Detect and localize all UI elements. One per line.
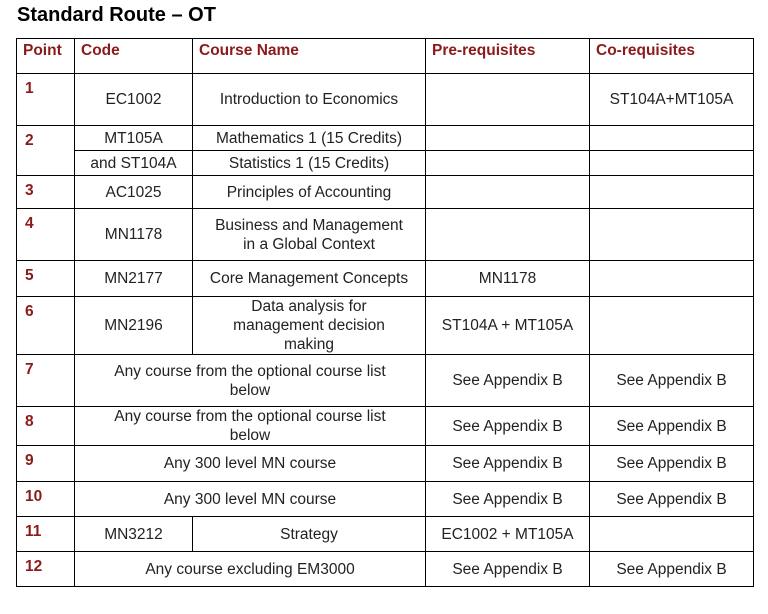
- code-cell: MT105A: [75, 126, 193, 151]
- course-name-cell: [193, 209, 426, 261]
- table-row: [17, 74, 754, 126]
- course-name-cell: Principles of Accounting: [193, 176, 426, 209]
- prereq-cell: See Appendix B: [426, 446, 590, 482]
- document-title: Standard Route – OT: [17, 4, 216, 26]
- prereq-cell: [426, 151, 590, 176]
- prereq-cell: [426, 209, 590, 261]
- course-name-line: making: [284, 336, 334, 353]
- point-cell: 2: [17, 126, 75, 176]
- point-cell: 6: [17, 297, 75, 355]
- code-cell: MN1178: [75, 209, 193, 261]
- point-cell: 12: [17, 552, 75, 587]
- table-row: [17, 482, 754, 517]
- code-cell: and ST104A: [75, 151, 193, 176]
- coreq-cell: [590, 176, 754, 209]
- standard-route-table: [16, 38, 754, 587]
- coreq-cell: [590, 297, 754, 355]
- course-name-cell: Mathematics 1 (15 Credits): [193, 126, 426, 151]
- prereq-cell: See Appendix B: [426, 355, 590, 407]
- course-line: below: [229, 381, 271, 399]
- table-row: [17, 446, 754, 482]
- code-cell: MN3212: [75, 517, 193, 552]
- point-cell: 4: [17, 209, 75, 261]
- point-cell: 5: [17, 261, 75, 297]
- coreq-cell: See Appendix B: [590, 407, 754, 446]
- coreq-cell: ST104A+MT105A: [590, 74, 754, 126]
- table-row: [17, 261, 754, 297]
- prereq-cell: ST104A + MT105A: [426, 297, 590, 355]
- prereq-cell: See Appendix B: [426, 552, 590, 587]
- course-name-line: in a Global Context: [243, 235, 375, 253]
- table-row: [17, 126, 754, 151]
- coreq-cell: See Appendix B: [590, 355, 754, 407]
- table-row: [17, 297, 754, 355]
- course-name-cell: [193, 297, 426, 355]
- prereq-cell: See Appendix B: [426, 407, 590, 446]
- point-cell: 3: [17, 176, 75, 209]
- header-course-name: Course Name: [193, 39, 426, 74]
- coreq-cell: See Appendix B: [590, 482, 754, 517]
- point-cell: 8: [17, 407, 75, 446]
- header-code: Code: [75, 39, 193, 74]
- prereq-cell: MN1178: [426, 261, 590, 297]
- prereq-cell: See Appendix B: [426, 482, 590, 517]
- course-line: below: [229, 427, 271, 444]
- course-cell: [75, 355, 426, 407]
- coreq-cell: See Appendix B: [590, 446, 754, 482]
- course-line: Any course from the optional course list: [114, 408, 386, 425]
- coreq-cell: [590, 151, 754, 176]
- table-row: [17, 355, 754, 407]
- table-row: [17, 176, 754, 209]
- course-cell: Any 300 level MN course: [75, 446, 426, 482]
- course-name-cell: Statistics 1 (15 Credits): [193, 151, 426, 176]
- header-prerequisites: Pre-requisites: [426, 39, 590, 74]
- course-cell: [75, 407, 426, 446]
- header-point: Point: [17, 39, 75, 74]
- course-name-line: management decision: [233, 317, 385, 334]
- coreq-cell: [590, 126, 754, 151]
- point-cell: 9: [17, 446, 75, 482]
- point-cell: 1: [17, 74, 75, 126]
- coreq-cell: See Appendix B: [590, 552, 754, 587]
- code-cell: MN2196: [75, 297, 193, 355]
- prereq-cell: [426, 126, 590, 151]
- point-cell: 7: [17, 355, 75, 407]
- table-row: [17, 552, 754, 587]
- course-name-cell: Core Management Concepts: [193, 261, 426, 297]
- course-line: Any course from the optional course list: [114, 362, 386, 380]
- table-row: [17, 209, 754, 261]
- header-corequisites: Co-requisites: [590, 39, 754, 74]
- header-row: [17, 39, 754, 74]
- coreq-cell: [590, 517, 754, 552]
- prereq-cell: [426, 176, 590, 209]
- course-name-line: Business and Management: [215, 216, 403, 234]
- point-cell: 11: [17, 517, 75, 552]
- coreq-cell: [590, 261, 754, 297]
- code-cell: EC1002: [75, 74, 193, 126]
- course-name-cell: Strategy: [193, 517, 426, 552]
- table-row: [17, 407, 754, 446]
- course-cell: Any course excluding EM3000: [75, 552, 426, 587]
- point-cell: 10: [17, 482, 75, 517]
- course-name-cell: Introduction to Economics: [193, 74, 426, 126]
- code-cell: AC1025: [75, 176, 193, 209]
- prereq-cell: EC1002 + MT105A: [426, 517, 590, 552]
- table-row: [17, 151, 754, 176]
- table-row: [17, 517, 754, 552]
- prereq-cell: [426, 74, 590, 126]
- coreq-cell: [590, 209, 754, 261]
- code-cell: MN2177: [75, 261, 193, 297]
- course-name-line: Data analysis for: [251, 298, 367, 315]
- course-cell: Any 300 level MN course: [75, 482, 426, 517]
